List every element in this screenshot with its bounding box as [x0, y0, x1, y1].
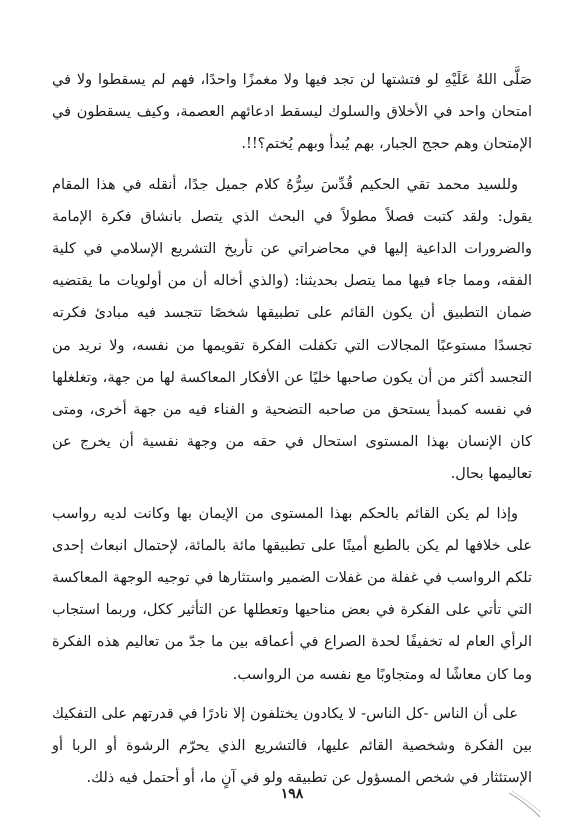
paragraph-hakim-quote: وللسيد محمد تقي الحكيم قُدِّسَ سِرُّهُ كلام جميل جدًا، أنقله في هذا المقام يقول: ولقد كتبت فصلاً مطولاً في البحث الذي يتصل بانشاق فكرة الإمامة والضرورات الداعية إليها في محاضراتي عن تأريخ التشريع الإسلامي في كلية الفقه، ومما جاء فيها مما يتصل بحديثنا: (والذي أخاله أن من أولويات ما يقتضيه ضمان التطبيق أن يكون القائم على تطبيقها شخصًا تتجسد فيه مبادئ فكرته تجسدًا مستوعبًا المجالات التي تكفلت الفكرة تقويمها من نفسه، ولا نريد من التجسد أكثر من أن يكون صاحبها خليًا عن الأفكار المعاكسة لها من جهة، وتغلغلها في نفسه كمبدأ يستحق من صاحبه التضحية و الفناء فيه من جهة أخرى، ومتى كان الإنسان بهذا المستوى استحال في حقه من وجهة نفسية أن يخرج عن تعاليمها بحال. [52, 176, 532, 483]
page-number: ١٩٨ [280, 786, 304, 802]
paragraph-residues: وإذا لم يكن القائم بالحكم بهذا المستوى من الإيمان بها وكانت لديه رواسب على خلافها لم يكن بالطبع أمينًا على تطبيقها مائة بالمائة، لإحتمال انبعاث إحدى تلكم الرواسب في غفلة من غفلات الضمير واستثارها في توجيه الوجهة المعاكسة التي تأتي على الفكرة في بعض مناحيها وتعطلها عن التأثير ككل، وربما استجاب الرأي العام له تخفيفًا لحدة الصراع في أعماقه بين ما جدّ من تعاليم هذه الفكرة وما كان معاشًا له ومتجاوبًا مع نفسه من الرواسب. [52, 505, 532, 683]
body-text [52, 64, 532, 794]
paragraph-people: على أن الناس -كل الناس- لا يكادون يختلفون إلا نادرًا في قدرتهم على التفكيك بين الفكرة وشخصية القائم عليها، فالتشريع الذي يحرّم الرشوة أو الربا أو الإستئثار في شخص المسؤول عن تطبيقه ولو في آنٍ ما، أو أحتمل فيه ذلك. [52, 705, 532, 787]
paragraph-infallibility: صَلَّى اللهُ عَلَيْهِ لو فتشتها لن تجد فيها ولا مغمزًا واحدًا، فهم لم يسقطوا ولا في امتحان واحد في الأخلاق والسلوك ليسقط ادعائهم العصمة، وكيف يسقطون في الإمتحان وهم حجج الجبار، بهم يُبدأ وبهم يُختم؟!!. [52, 72, 532, 153]
page-corner-scan-mark [508, 790, 542, 820]
